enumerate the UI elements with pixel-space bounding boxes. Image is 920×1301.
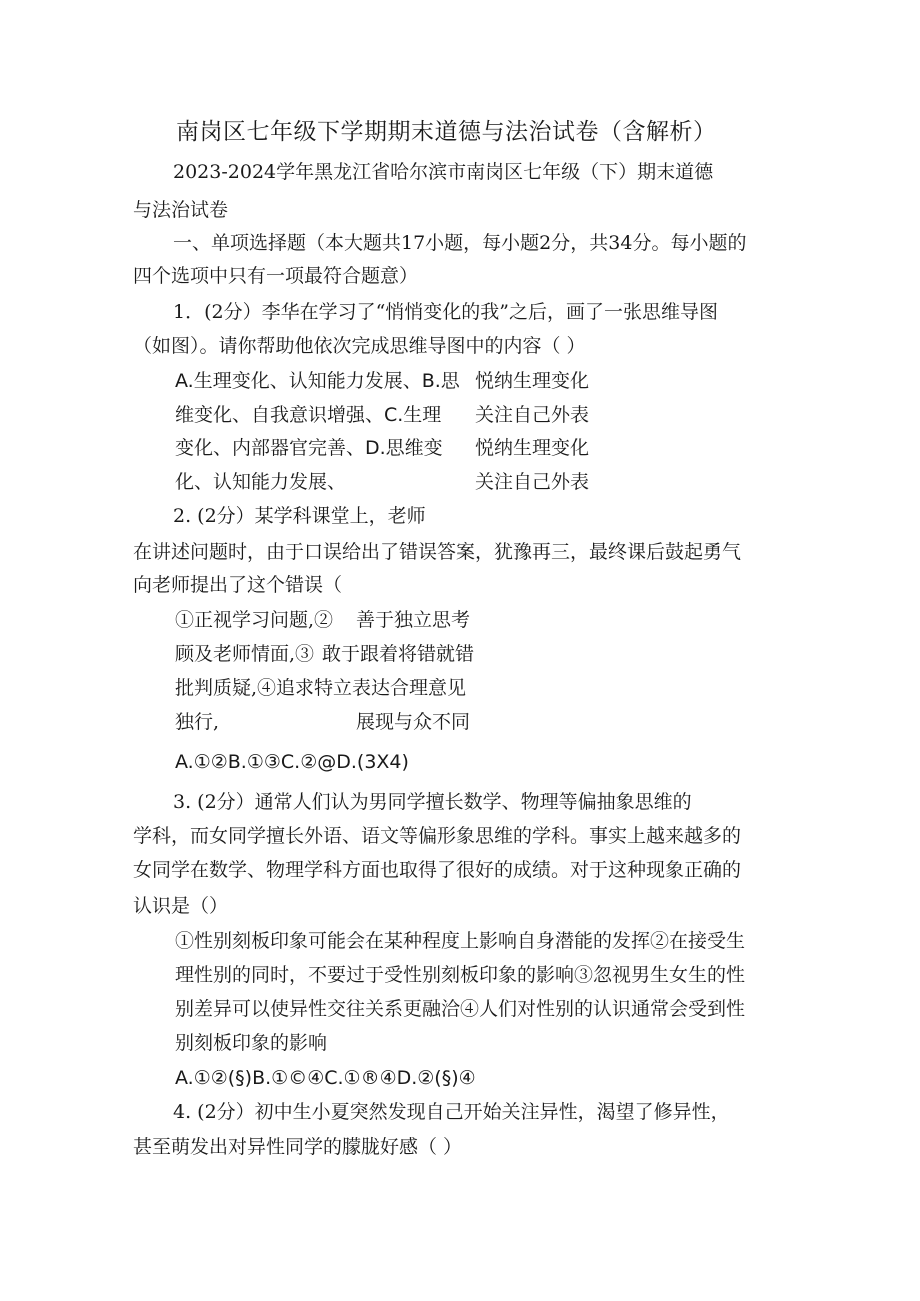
question-1-option-right: 悦纳生理变化: [475, 370, 590, 392]
question-3-line-1: 3. (2分）通常人们认为男同学擅长数学、物理等偏抽象思维的: [173, 791, 692, 813]
question-4-line-2: 甚至萌发出对异性同学的朦胧好感（ ）: [133, 1136, 463, 1158]
question-3-statement-line-4: 别刻板印象的影响: [175, 1032, 328, 1054]
subtitle-line-2: 与法治试卷: [133, 199, 229, 221]
question-2-item-right: 善于独立思考: [356, 609, 471, 631]
question-2-item-left: 顾及老师情面,③: [175, 643, 315, 665]
question-3-statement-line-2: 理性别的同时，不要过于受性别刻板印象的影响③忽视男生女生的性: [175, 964, 746, 986]
question-1-option-left: 化、认知能力发展、: [175, 471, 347, 493]
question-1-option-left: 变化、内部器官完善、D.思维变: [175, 437, 443, 459]
question-3-line-4: 认识是（）: [133, 895, 229, 917]
section-heading-line-1: 一、单项选择题（本大题共17小题，每小题2分，共34分。每小题的: [173, 232, 747, 254]
question-2-item-left: 独行,: [175, 711, 220, 733]
question-2-item-left: 批判质疑,④: [175, 677, 277, 699]
subtitle-line-1: 2023-2024学年黑龙江省哈尔滨市南岗区七年级（下）期末道德: [173, 161, 714, 183]
question-2-answer-options: A.①②B.①③C.②@D.(3X4): [175, 751, 409, 773]
question-2-line-1: 2. (2分）某学科课堂上，老师: [173, 505, 426, 527]
question-3-statement-line-3: 别差异可以使异性交往关系更融洽④人们对性别的认识通常会受到性: [175, 998, 746, 1020]
question-3-line-2: 学科，而女同学擅长外语、语文等偏形象思维的学科。事实上越来越多的: [133, 825, 742, 847]
question-1-option-left: A.生理变化、认知能力发展、B.思: [175, 370, 460, 392]
question-2-item-right: 追求特立表达合理意见: [276, 677, 467, 699]
section-heading-line-2: 四个选项中只有一项最符合题意）: [133, 265, 419, 287]
question-1-option-right: 关注自己外表: [475, 404, 590, 426]
question-3-answer-options: A.①②(§)B.①©④C.①®④D.②(§)④: [175, 1067, 476, 1089]
question-1-option-right: 关注自己外表: [475, 471, 590, 493]
question-2-item-left: ①正视学习问题,②: [175, 609, 334, 631]
question-2-line-3: 向老师提出了这个错误（: [133, 574, 343, 596]
question-4-line-1: 4. (2分）初中生小夏突然发现自己开始关注异性，渴望了修异性，: [173, 1101, 730, 1123]
question-1-line-1: 1．(2分）李华在学习了“悄悄变化的我”之后，画了一张思维导图: [173, 301, 719, 323]
page-title: 南岗区七年级下学期期末道德与法治试卷（含解析）: [176, 119, 717, 145]
question-2-line-2: 在讲述问题时，由于口误给出了错误答案，犹豫再三，最终课后鼓起勇气: [133, 541, 742, 563]
question-2-item-right: 敢于跟着将错就错: [322, 643, 475, 665]
question-1-option-right: 悦纳生理变化: [475, 437, 590, 459]
question-3-statement-line-1: ①性别刻板印象可能会在某种程度上影响自身潜能的发挥②在接受生: [175, 930, 746, 952]
question-1-option-left: 维变化、自我意识增强、C.生理: [175, 404, 442, 426]
question-3-line-3: 女同学在数学、物理学科方面也取得了很好的成绩。对于这种现象正确的: [133, 859, 742, 881]
question-1-line-2: （如图）。请你帮助他依次完成思维导图中的内容（ ）: [133, 335, 586, 357]
question-2-item-right: 展现与众不同: [356, 711, 471, 733]
